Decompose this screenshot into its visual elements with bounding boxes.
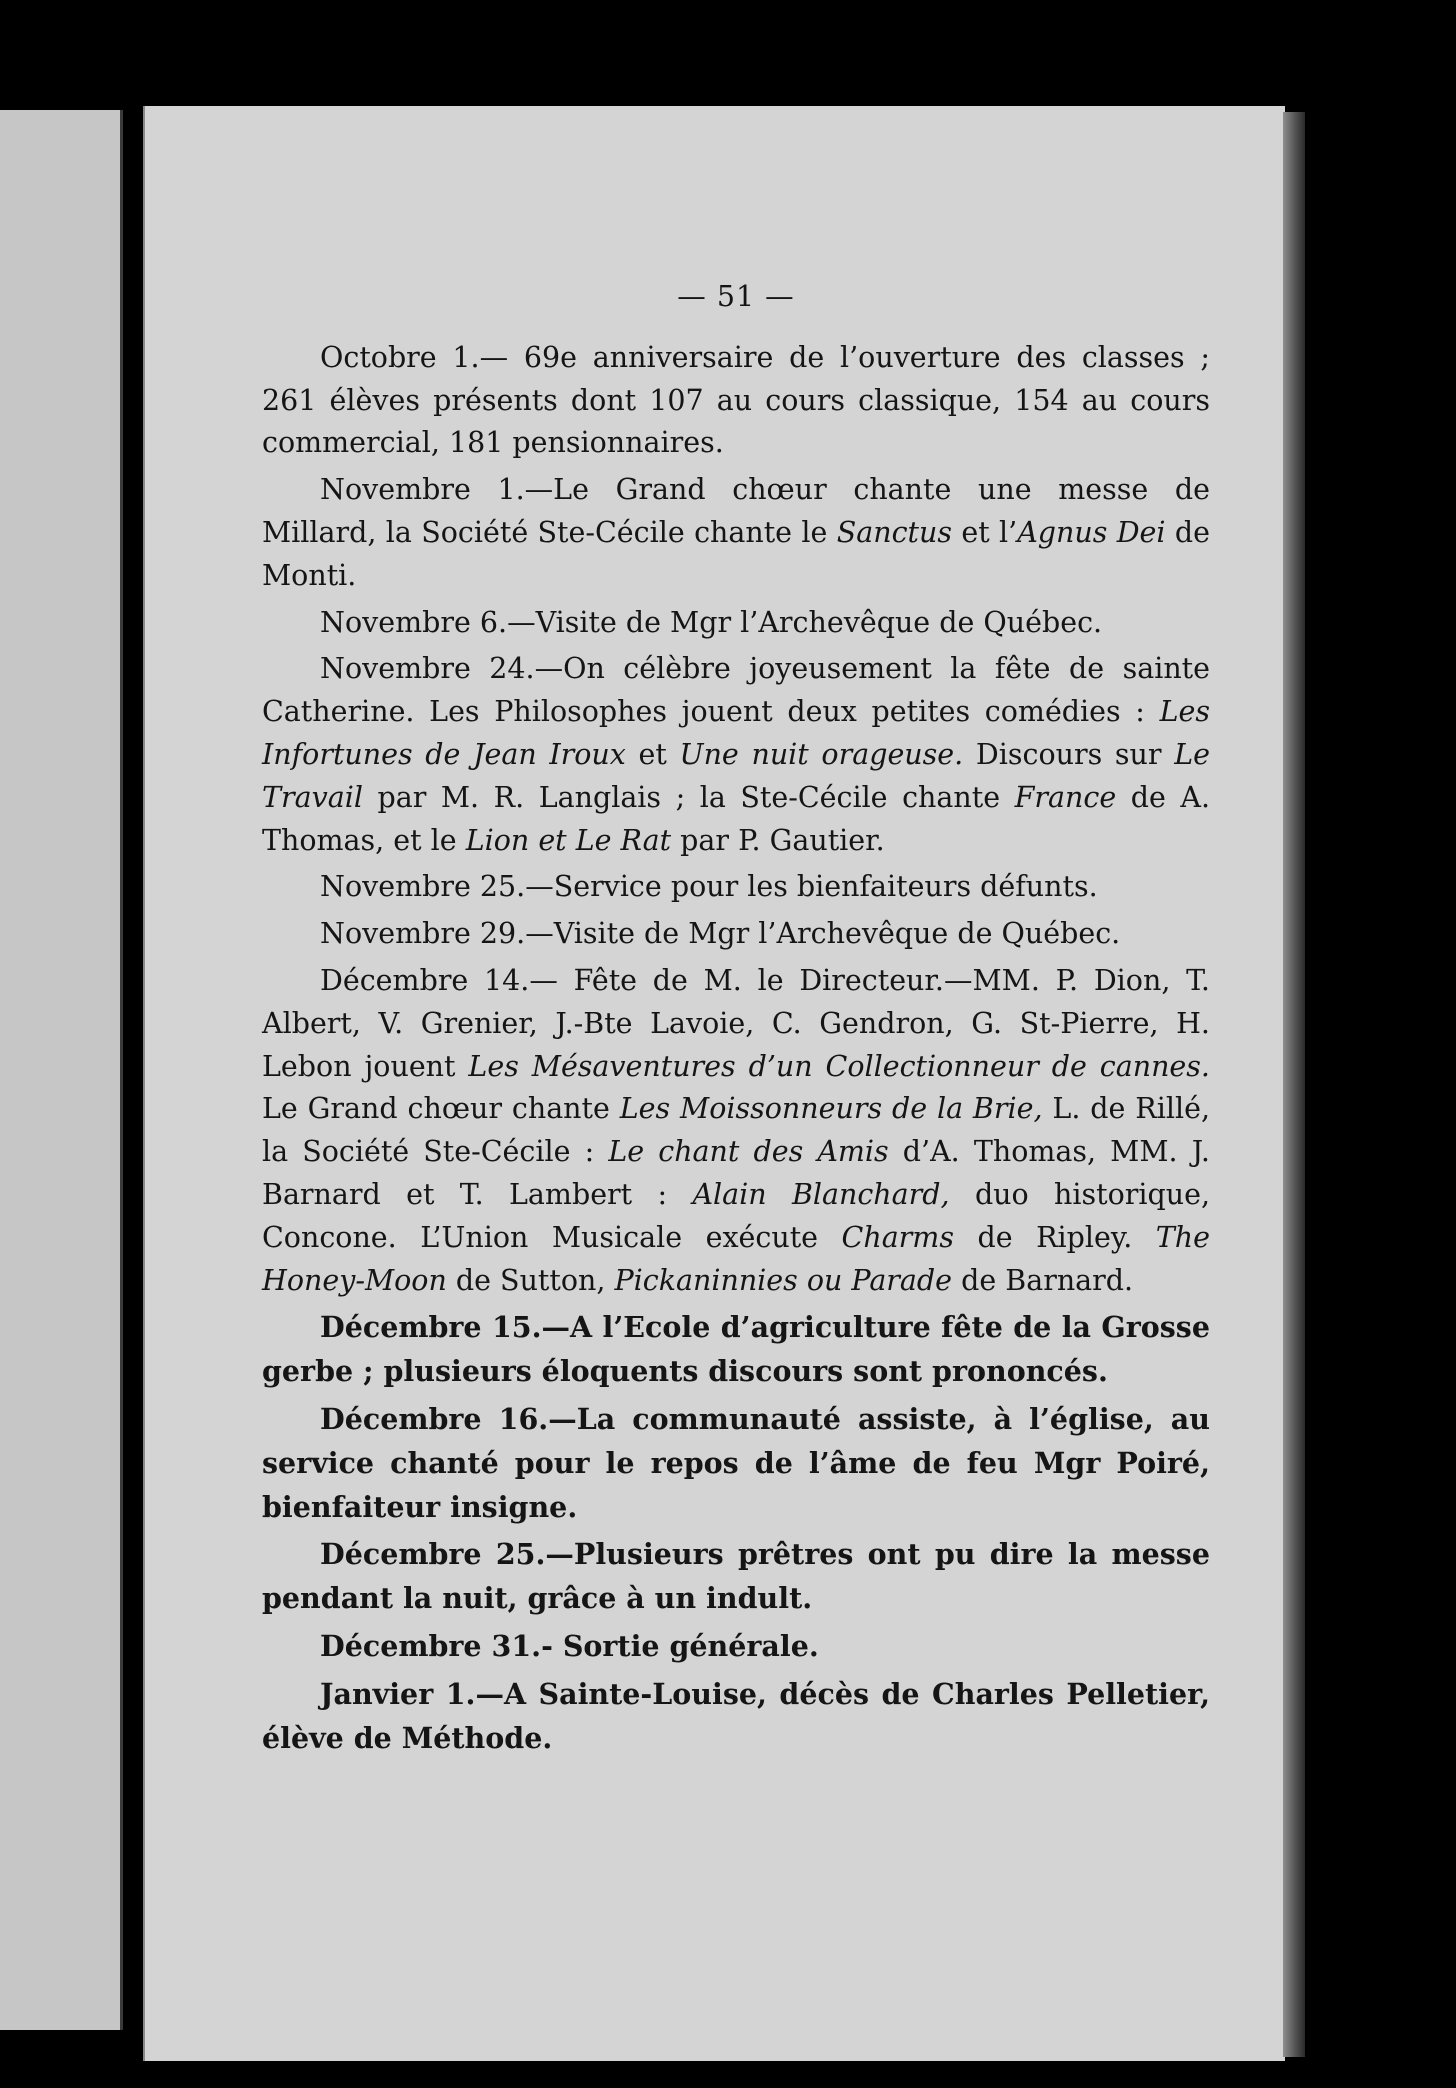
italic-title: Charms: [841, 1220, 954, 1254]
italic-title: Le Travail: [262, 737, 1210, 814]
entry-text: de Barnard.: [952, 1263, 1134, 1297]
entry-text: de A. Thomas, et le: [262, 780, 1210, 857]
chronicle-entry: [262, 1533, 1210, 1621]
chronicle-entry: [262, 602, 1210, 645]
entry-text: Novembre 6.—Visite de Mgr l’Archevêque de Québec.: [320, 605, 1103, 639]
entry-text: Le Grand chœur chante: [262, 1092, 620, 1126]
italic-title: Les Infortunes de Jean Iroux: [262, 695, 1210, 771]
italic-title: France: [1014, 780, 1117, 814]
entry-text: Décembre 31.- Sortie générale.: [320, 1628, 819, 1663]
entry-text: Novembre 24.—On célèbre joyeusement la fête de sainte Catherine. Les Philosophes jouent deux petites comédies :: [262, 652, 1210, 729]
italic-title: Le chant des Amis: [608, 1135, 889, 1169]
chronicle-entry: [262, 1306, 1210, 1394]
italic-title: Agnus Dei: [1017, 515, 1166, 549]
chronicle-entry: [262, 1673, 1210, 1761]
page-number: — 51 —: [677, 280, 795, 313]
entry-text: Octobre 1.— 69e anniversaire de l’ouverture des classes ; 261 élèves présents dont 107 au cours classique, 154 au cours commercial, 181 pensionnaires.: [262, 340, 1210, 460]
adjacent-page: [0, 110, 123, 2030]
italic-title: Les Moissonneurs de la Brie,: [619, 1092, 1043, 1126]
chronicle-entry: [262, 1625, 1210, 1669]
italic-title: The Honey-Moon: [262, 1220, 1210, 1297]
chronicle-entry: [262, 469, 1210, 597]
book-page: [143, 106, 1285, 2061]
italic-title: Une nuit orageuse.: [679, 737, 964, 771]
italic-title: Alain Blanchard,: [692, 1177, 950, 1211]
italic-title: Sanctus: [836, 515, 952, 549]
entry-text: de Sutton,: [446, 1263, 615, 1297]
chronicle-entry: [262, 1398, 1210, 1529]
italic-title: Les Mésaventures d’un Collectionneur de cannes.: [468, 1049, 1210, 1083]
italic-title: Pickaninnies ou Parade: [614, 1263, 953, 1297]
entry-text: par M. R. Langlais ; la Ste-Cécile chante: [362, 780, 1015, 814]
entry-text: de Monti.: [262, 515, 1210, 592]
entry-text: et l’: [952, 515, 1018, 549]
page-edge: [1283, 112, 1305, 2057]
chronicle-entry: [262, 337, 1210, 465]
entry-text: par P. Gautier.: [671, 823, 885, 857]
entry-text: et: [625, 737, 680, 771]
entry-text: d’A. Thomas, MM. J. Barnard et T. Lambert :: [262, 1135, 1210, 1211]
chronicle-entry: [262, 960, 1210, 1302]
chronicle-entry: [262, 866, 1210, 909]
entry-text: Décembre 14.— Fête de M. le Directeur.—MM. P. Dion, T. Albert, V. Grenier, J.-Bte Lavoie, C. Gendron, G. St-Pierre, H. Lebon jouent: [262, 963, 1210, 1083]
chronicle-entries: [262, 337, 1210, 1761]
entry-text: Décembre 16.—La communauté assiste, à l’église, au service chanté pour le repos de l’âme de feu Mgr Poiré, bienfaiteur insigne.: [262, 1401, 1210, 1524]
page-text: [262, 276, 1210, 1764]
entry-text: L. de Rillé, la Société Ste-Cécile :: [262, 1092, 1210, 1169]
entry-text: Décembre 25.—Plusieurs prêtres ont pu dire la messe pendant la nuit, grâce à un indult.: [262, 1537, 1210, 1616]
entry-text: Novembre 29.—Visite de Mgr l’Archevêque de Québec.: [320, 917, 1121, 951]
entry-text: Discours sur: [963, 737, 1175, 771]
chronicle-entry: [262, 648, 1210, 862]
entry-text: duo historique, Concone. L’Union Musicale exécute: [262, 1177, 1211, 1254]
entry-text: Novembre 1.—Le Grand chœur chante une messe de Millard, la Société Ste-Cécile chante le: [262, 473, 1210, 549]
entry-text: Janvier 1.—A Sainte-Louise, décès de Charles Pelletier, élève de Méthode.: [262, 1676, 1210, 1755]
entry-text: Décembre 15.—A l’Ecole d’agriculture fête de la Grosse gerbe ; plusieurs éloquents discours sont prononcés.: [262, 1310, 1210, 1389]
entry-text: de Ripley.: [953, 1220, 1156, 1254]
italic-title: Lion et Le Rat: [465, 823, 672, 857]
chronicle-entry: [262, 913, 1210, 956]
entry-text: Novembre 25.—Service pour les bienfaiteurs défunts.: [320, 870, 1098, 904]
